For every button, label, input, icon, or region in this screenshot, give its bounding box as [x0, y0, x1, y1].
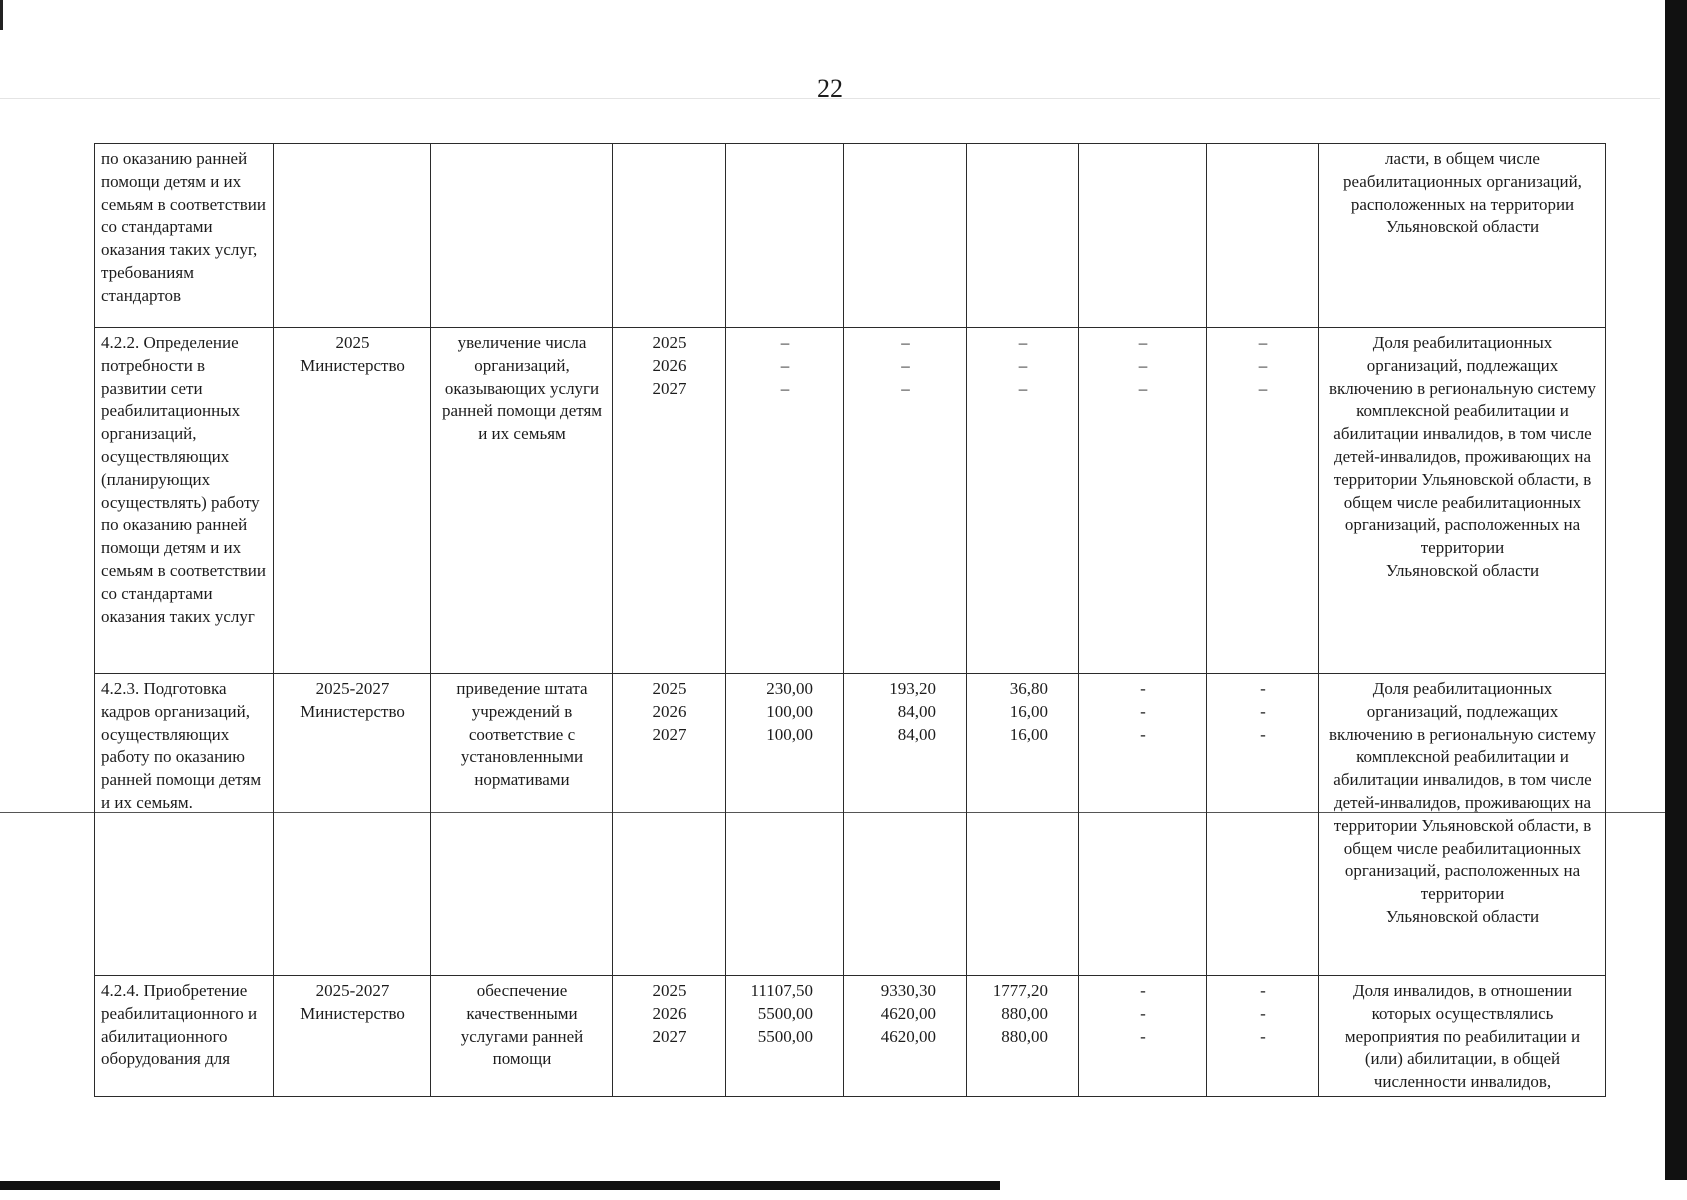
- period-executor-cell: 2025-2027 Министерство: [274, 674, 431, 976]
- regional-budget-cell: – – –: [967, 328, 1079, 674]
- period-executor-cell: 2025-2027 Министерство: [274, 976, 431, 1097]
- table-row: [95, 144, 1606, 328]
- plan-table: [94, 143, 1606, 1097]
- table-row: [95, 328, 1606, 674]
- regional-budget-cell: 36,80 16,00 16,00: [967, 674, 1079, 976]
- measure-cell: по оказанию ранней помощи детям и их семьям в соответствии со стандартами оказания таких услуг, требованиям стандартов: [95, 144, 274, 328]
- indicator-cell: Доля реабилитационных организаций, подлежащих включению в региональную систему комплексной реабилитации и абилитации инвалидов, в том числе детей-инвалидов, проживающих на территории Ульяновской области, в общем числе реабилитационных организаций, расположенных на территории Ульяновской области: [1319, 674, 1606, 976]
- regional-budget-cell: [967, 144, 1079, 328]
- federal-budget-cell: [844, 144, 967, 328]
- result-cell: приведение штата учреждений в соответствие с установленными нормативами: [431, 674, 613, 976]
- scan-edge-mark: [0, 0, 3, 30]
- federal-budget-cell: – – –: [844, 328, 967, 674]
- local-budget-cell: - - -: [1079, 976, 1207, 1097]
- measure-cell: 4.2.3. Подготовка кадров организаций, осуществляющих работу по оказанию ранней помощи детям и их семьям.: [95, 674, 274, 976]
- total-cell: 230,00 100,00 100,00: [726, 674, 844, 976]
- local-budget-cell: - - -: [1079, 674, 1207, 976]
- years-cell: 2025 2026 2027: [613, 674, 726, 976]
- total-cell: 11107,50 5500,00 5500,00: [726, 976, 844, 1097]
- indicator-cell: Доля инвалидов, в отношении которых осуществлялись мероприятия по реабилитации и (или) абилитации, в общей численности инвалидов,: [1319, 976, 1606, 1097]
- table-row: [95, 976, 1606, 1097]
- period-executor-cell: 2025 Министерство: [274, 328, 431, 674]
- years-cell: 2025 2026 2027: [613, 976, 726, 1097]
- result-cell: обеспечение качественными услугами ранней помощи: [431, 976, 613, 1097]
- federal-budget-cell: 193,20 84,00 84,00: [844, 674, 967, 976]
- page-number: 22: [817, 74, 843, 103]
- extra-budget-cell: – – –: [1207, 328, 1319, 674]
- extra-budget-cell: - - -: [1207, 674, 1319, 976]
- measure-cell: 4.2.4. Приобретение реабилитационного и абилитационного оборудования для: [95, 976, 274, 1097]
- local-budget-cell: [1079, 144, 1207, 328]
- extra-budget-cell: - - -: [1207, 976, 1319, 1097]
- total-cell: [726, 144, 844, 328]
- years-cell: [613, 144, 726, 328]
- federal-budget-cell: 9330,30 4620,00 4620,00: [844, 976, 967, 1097]
- measure-cell: 4.2.2. Определение потребности в развитии сети реабилитационных организаций, осуществляющих (планирующих осуществлять) работу по оказанию ранней помощи детям и их семьям в соответствии со стандартами оказания таких услуг: [95, 328, 274, 674]
- indicator-cell: ласти, в общем числе реабилитационных организаций, расположенных на территории Ульяновской области: [1319, 144, 1606, 328]
- years-cell: 2025 2026 2027: [613, 328, 726, 674]
- result-cell: [431, 144, 613, 328]
- regional-budget-cell: 1777,20 880,00 880,00: [967, 976, 1079, 1097]
- result-cell: увеличение числа организаций, оказывающих услуги ранней помощи детям и их семьям: [431, 328, 613, 674]
- local-budget-cell: – – –: [1079, 328, 1207, 674]
- table-row: [95, 674, 1606, 976]
- scan-bottom-border: [0, 1181, 1000, 1190]
- extra-budget-cell: [1207, 144, 1319, 328]
- indicator-cell: Доля реабилитационных организаций, подлежащих включению в региональную систему комплексной реабилитации и абилитации инвалидов, в том числе детей-инвалидов, проживающих на территории Ульяновской области, в общем числе реабилитационных организаций, расположенных на территории Ульяновской области: [1319, 328, 1606, 674]
- period-executor-cell: [274, 144, 431, 328]
- scan-right-border: [1665, 0, 1687, 1180]
- total-cell: – – –: [726, 328, 844, 674]
